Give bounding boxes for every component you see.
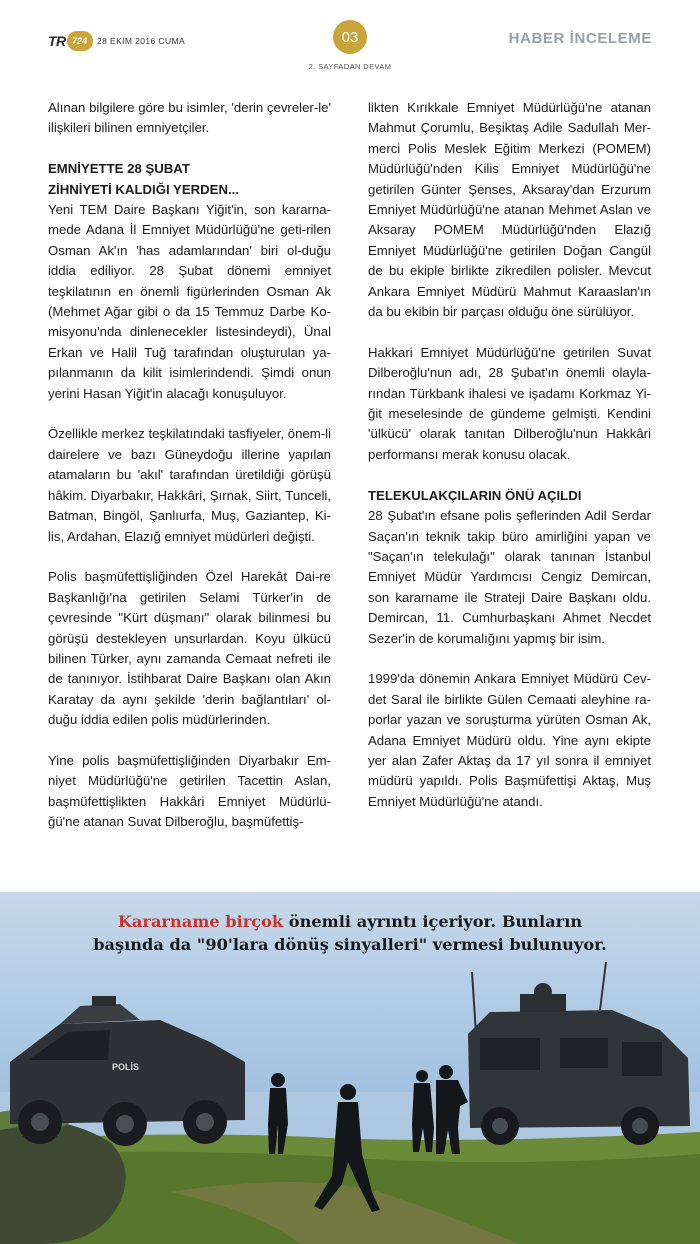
page-header — [0, 0, 700, 90]
article-column-right — [368, 98, 651, 812]
paragraph: 1999'da dönemin Ankara Emniyet Müdürü Cev-det Saral ile birlikte Gülen Cemaati aleyhine ra-porlar yazan ve soruşturma yürüten Osman Ak, Adana Emniyet Müdürü oldu. Yine aynı ekipte yer alan Zafer Aktaş da 17 yıl sonra il emniyet müdürü yapıldı. Polis Başmüfettişi Aktaş, Muş Emniyet Müdürlüğü'ne atandı. — [368, 671, 651, 809]
paragraph: Polis başmüfettişliğinden Özel Harekât Dai-re Başkanlığı'na getirilen Selami Türker'in de çevresinde "Kürt düşmanı" olarak bilinmesi bu görüşü destekleyen unsurlardan. Koyu ülkücü bilinen Türker, aynı zamanda Cemaat nefreti ile de tanınıyor. İstihbarat Daire Başkanı olan Akın Karatay da aynı şekilde 'derin bağlantıları' ol-duğu iddia edilen polis müdürlerinden. — [48, 569, 331, 728]
subheading: EMNİYETTE 28 ŞUBAT — [48, 161, 190, 177]
vehicle-marking: POLİS — [112, 1062, 140, 1072]
armored-vehicle-left — [10, 996, 245, 1146]
continued-from: 2. SAYFADAN DEVAM — [308, 62, 392, 71]
subheading: TELEKULAKÇILARIN ÖNÜ AÇILDI — [368, 487, 582, 503]
tr724-logo — [48, 30, 93, 52]
article-column-left — [48, 98, 331, 833]
paragraph: 28 Şubat'ın efsane polis şeflerinden Adil Serdar Saçan'ın teknik takip büro amirliğini yapan ve "Saçan'ın telekulağı" olarak tanınan İstanbul Emniyet Müdür Yardımcısı Cengiz Demircan, son kararname ile Strateji Daire Başkanı oldu. Demircan, 11. Cumhurbaşkanı Ahmet Necdet Sezer'in de korumalığını yapmış bir isim. — [368, 508, 651, 646]
armored-vehicle-right — [468, 962, 690, 1145]
logo-tr-text: TR — [48, 33, 66, 49]
section-title: HABER İNCELEME — [508, 30, 652, 47]
paragraph: Yeni TEM Daire Başkanı Yiğit'in, son kararna-mede Adana İl Emniyet Müdürlüğü'ne geti-rilen Osman Ak'ın 'has adamlarından' biri ol-duğu iddia ediliyor. 28 Şubat dönemi emniyet teşkilatının en önemli figürlerinden Osman Ak (Mehmet Ağar gibi o da 15 Temmuz Darbe Ko-misyonu'nda dinlenecekler listesindeydi), Ünal Erkan ve Halil Tuğ tarafından oluşturulan ya-pılanmanın da kilit isimlerindendi. Şimdi onun yerini Hasan Yiğit'in alacağı konuşuluyor. — [48, 202, 331, 401]
photo-caption — [0, 910, 700, 956]
subheading: ZİHNİYETİ KALDIĞI YERDEN... — [48, 181, 239, 197]
paragraph: Özellikle merkez teşkilatındaki tasfiyeler, önem-li dairelere ve bazı Güneydoğu illerine yapılan atamaların bu 'akıl' tarafından üretildiği görüşü hâkim. Diyarbakır, Hakkâri, Şırnak, Siirt, Tunceli, Batman, Bingöl, Şanlıurfa, Muş, Gaziantep, Ki-lis, Ardahan, Elazığ emniyet müdürleri değişti. — [48, 426, 331, 544]
caption-line2: başında da "90'lara dönüş sinyalleri" vermesi bulunuyor. — [93, 935, 607, 954]
paragraph: likten Kırıkkale Emniyet Müdürlüğü'ne atanan Mahmut Çorumlu, Beşiktaş Adile Sadullah Mer-merci Polis Meslek Eğitim Merkezi (POMEM) Müdürlüğü'nden Kilis Emniyet Müdürlüğü'ne getirilen Günter Şenses, Aksaray'dan Erzurum Emniyet Müdürlüğü'ne atanan Mehmet Aslan ve Aksaray POMEM Müdürlüğü'nden Elazığ Emniyet Müdürlüğü'ne getirilen Doğan Cangül de bu ekiple birlikte zikredilen polisler. Mevcut Ankara Emniyet Müdürü Mahmut Karaaslan'ın da bu ekibin bir parçası olduğu öne sürülüyor. — [368, 100, 651, 320]
caption-line1: önemli ayrıntı içeriyor. Bunların — [283, 912, 583, 931]
paragraph: Alınan bilgilere göre bu isimler, 'derin çevreler-le' ilişkileri bilinen emniyetçiler. — [48, 100, 331, 136]
paragraph: Yine polis başmüfettişliğinden Diyarbakır Em-niyet Müdürlüğü'ne getirilen Tacettin Aslan, başmüfettişlikten Hakkâri Emniyet Müdürlü-ğü'ne atanan Suvat Dilberoğlu, başmüfettiş- — [48, 752, 331, 830]
news-photo — [0, 892, 700, 1244]
caption-highlight: Kararname birçok — [117, 912, 284, 931]
page-number: 03 — [333, 20, 367, 54]
paragraph: Hakkari Emniyet Müdürlüğü'ne getirilen Suvat Dilberoğlu'nun adı, 28 Şubat'ın önemli olayla-rından Türkbank ihalesi ve işadamı Korkmaz Yi-ğit meselesinde de gündeme gelmişti. Kendini 'ülkücü' olarak tanıtan Dilberoğlu'nun Hakkâri performansı merak konusu olacak. — [368, 344, 651, 462]
issue-date: 28 EKİM 2016 CUMA — [97, 36, 186, 46]
logo-724-badge: 724 — [67, 31, 93, 51]
